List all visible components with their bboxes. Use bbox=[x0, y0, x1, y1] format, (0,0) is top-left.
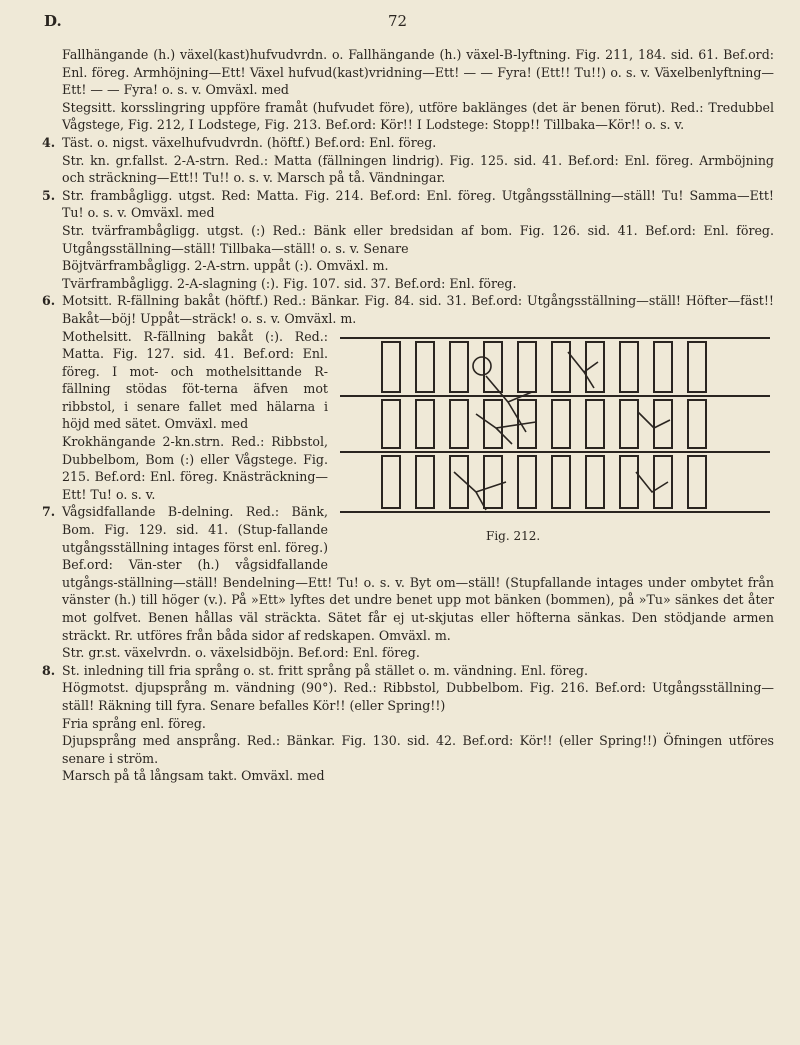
paragraph-text: Motsitt. R-fällning bakåt (höftf.) Red.: Bänkar. Fig. 84. sid. 31. Bef.ord: Utgångsställning—ställ! Höfter—fäst!! Bakåt—böj! Uppåt—sträck! o. s. v. Omväxl. m. bbox=[62, 293, 774, 326]
figure-212 bbox=[336, 332, 774, 556]
paragraph: Fallhängande (h.) växel(kast)hufvudvrdn. o. Fallhängande (h.) växel-B-lyftning. Fig. 211, 184. sid. 61. Bef.ord: Enl. föreg. Armhöjning—Ett! Växel hufvud(kast)vridning—Ett! — — Fyra! (Ett!! Tu!!) o. s. v. Växelbenlyftning—Ett! — — Fyra! o. s. v. Omväxl. med bbox=[62, 47, 774, 98]
paragraph: Högmotst. djupsprång m. vändning (90°). Red.: Ribbstol, Dubbelbom. Fig. 216. Bef.ord: Utgångsställning—ställ! Räkning till fyra. Senare befalles Kör!! (eller Spring!!) bbox=[62, 680, 774, 713]
paragraph-text: Vågsidfallande B-delning. Red.: Bänk, Bom. Fig. 129. sid. 41. (Stup-fallande utgångsställning intages först enl. föreg.) Bef.ord: Vän-ster (h.) vågsidfallande utgångs-ställning—ställ! Bendelning—Ett! Tu! o. s. v. Byt om—ställ! (Stupfallande intages under ombytet från vänster (h.) till höger (v.). På »Ett» lyftes det undre benet upp mot bänken (bommen), på »Tu» sänkes det åter mot golfvet. Benen hållas väl sträckta. Sätet får ej ut-skjutas eller höfterna sänkas. Den stödjande armen sträckt. Rr. utföres från båda sidor af redskapen. Omväxl. m. bbox=[62, 504, 774, 643]
figure-caption: Fig. 212. bbox=[486, 528, 541, 543]
paragraph: Tvärframbågligg. 2-A-slagning (:). Fig. 107. sid. 37. Bef.ord: Enl. föreg. bbox=[62, 275, 517, 291]
paragraph: Djupsprång med ansprång. Red.: Bänkar. Fig. 130. sid. 42. Bef.ord: Kör!! (eller Spring!!) Öfningen utföres senare i ström. bbox=[62, 733, 774, 766]
paragraph-numbered: 6. Motsitt. R-fällning bakåt (höftf.) Red.: Bänkar. Fig. 84. sid. 31. Bef.ord: Utgångsställning—ställ! Höfter—fäst!! Bakåt—böj! Uppåt—sträck! o. s. v. Omväxl. m. bbox=[42, 293, 774, 326]
paragraph: Fria språng enl. föreg. bbox=[62, 715, 206, 731]
running-header bbox=[0, 12, 800, 36]
paragraph-numbered: 8. St. inledning till fria språng o. st. fritt språng på stället o. m. vändning. Enl. föreg. bbox=[42, 662, 588, 678]
paragraph: Mothelsitt. R-fällning bakåt (:). Red.: Matta. Fig. 127. sid. 41. Bef.ord: Enl. föreg. I mot- och mothelsittande R-fällning stödas föt-terna äfven mot ribbstol, i senare fallet med hälarna i höjd med sätet. Omväxl. med bbox=[62, 328, 328, 432]
paragraph-text: St. inledning till fria språng o. st. fritt språng på stället o. m. vändning. Enl. föreg. bbox=[62, 662, 588, 678]
paragraph: Krokhängande 2-kn.strn. Red.: Ribbstol, Dubbelbom, Bom (:) eller Vågstege. Fig. 215. Bef.ord: Enl. föreg. Knästräckning—Ett! Tu! o. s. v. bbox=[62, 434, 328, 502]
paragraph: Stegsitt. korsslingring uppföre framåt (hufvudet före), utföre baklänges (det är benen förut). Red.: Tredubbel Vågstege, Fig. 212, I Lodstege, Fig. 213. Bef.ord: Kör!! I Lodstege: Stopp!! Tillbaka—Kör!! o. s. v. bbox=[62, 99, 774, 133]
header-mark: D. bbox=[44, 12, 62, 30]
paragraph: Str. gr.st. växelvrdn. o. växelsidböjn. Bef.ord: Enl. föreg. bbox=[62, 645, 420, 661]
paragraph-text: Str. frambågligg. utgst. Red: Matta. Fig. 214. Bef.ord: Enl. föreg. Utgångsställning—ställ! Tu! Samma—Ett! Tu! o. s. v. Omväxl. med bbox=[62, 187, 774, 221]
paragraph: Böjtvärframbågligg. 2-A-strn. uppåt (:). Omväxl. m. bbox=[62, 258, 389, 274]
paragraph-text: Täst. o. nigst. växelhufvudvrdn. (höftf.) Bef.ord: Enl. föreg. bbox=[62, 134, 437, 150]
paragraph-numbered: 4. Täst. o. nigst. växelhufvudvrdn. (höftf.) Bef.ord: Enl. föreg. bbox=[42, 134, 437, 150]
paragraph-numbered: 5. Str. frambågligg. utgst. Red: Matta. Fig. 214. Bef.ord: Enl. föreg. Utgångsställning—ställ! Tu! Samma—Ett! Tu! o. s. v. Omväxl. med bbox=[42, 187, 774, 221]
paragraph: Marsch på tå långsam takt. Omväxl. med bbox=[62, 768, 325, 784]
page-number: 72 bbox=[388, 12, 408, 30]
paragraph-numbered: 7. Vågsidfallande B-delning. Red.: Bänk, Bom. Fig. 129. sid. 41. (Stup-fallande utgångsställning intages först enl. föreg.) Bef.ord: Vän-ster (h.) vågsidfallande utgångs-ställning—ställ! Bendelning—Ett! Tu! o. s. v. Byt om—ställ! (Stupfallande intages under ombytet från vänster (h.) till höger (v.). På »Ett» lyftes det undre benet upp mot bänken (bommen), på »Tu» sänkes det åter mot golfvet. Benen hållas väl sträckta. Sätet får ej ut-skjutas eller höfterna sänkas. Den stödjande armen sträckt. Rr. utföres från båda sidor af redskapen. Omväxl. m. bbox=[42, 504, 774, 643]
ladder-illustration bbox=[336, 332, 774, 532]
document-body bbox=[42, 46, 774, 785]
paragraph: Str. tvärframbågligg. utgst. (:) Red.: Bänk eller bredsidan af bom. Fig. 126. sid. 41. Bef.ord: Enl. föreg. Utgångsställning—ställ! Tillbaka—ställ! o. s. v. Senare bbox=[62, 222, 774, 256]
paragraph: Str. kn. gr.fallst. 2-A-strn. Red.: Matta (fällningen lindrig). Fig. 125. sid. 41. Bef.ord: Enl. föreg. Armböjning och sträckning—Ett!! Tu!! o. s. v. Marsch på tå. Vändningar. bbox=[62, 152, 774, 186]
